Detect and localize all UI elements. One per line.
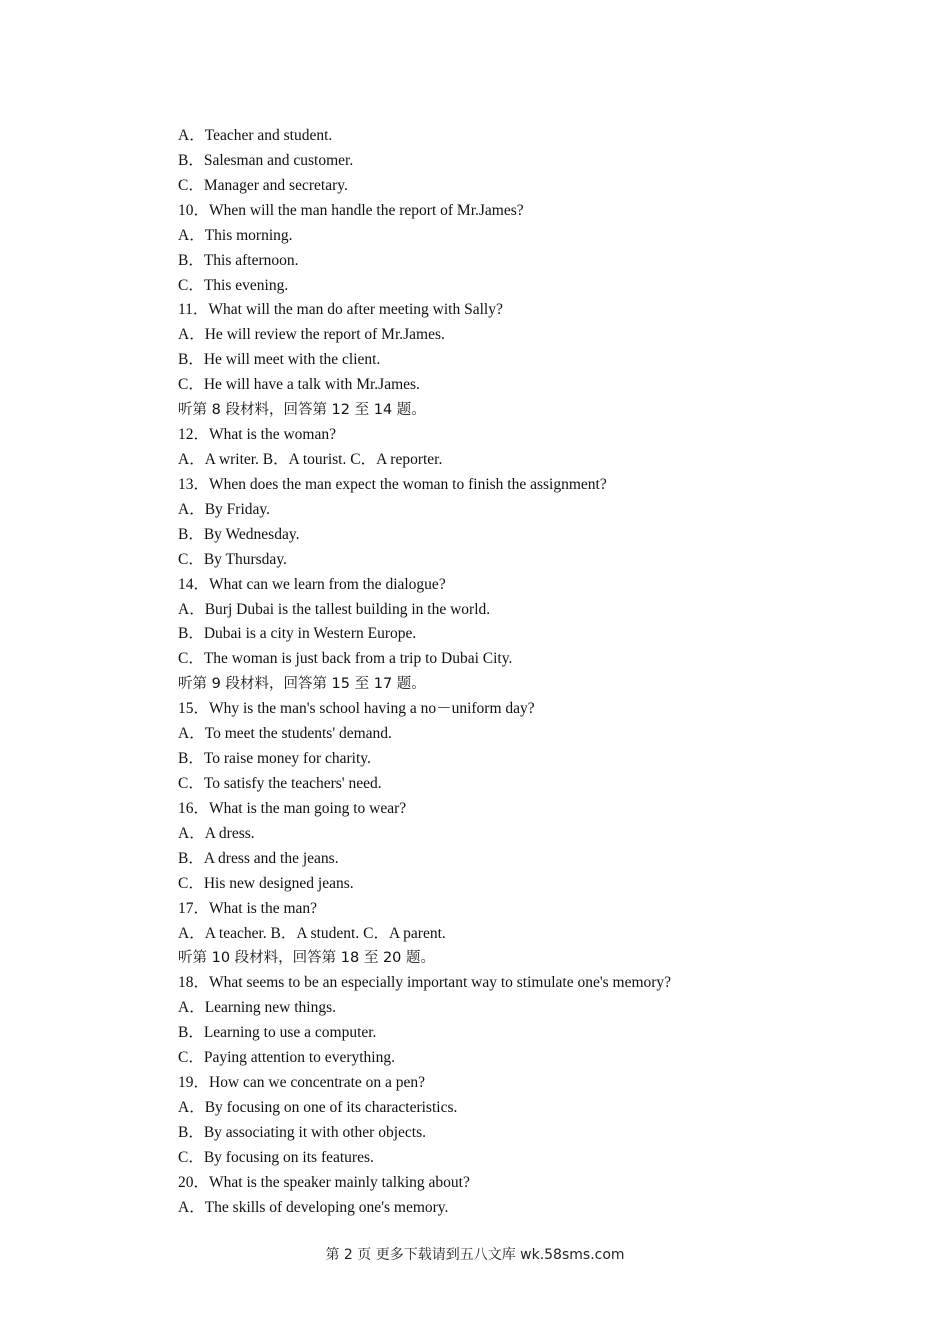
question-text: 17．What is the man?: [178, 899, 318, 917]
question-text: 10．When will the man handle the report of Mr.James?: [178, 201, 524, 219]
answer-option: C．His new designed jeans.: [178, 874, 354, 892]
section-heading: 听第 10 段材料，回答第 18 至 20 题。: [178, 950, 436, 967]
question-text: 20．What is the speaker mainly talking about?: [178, 1173, 470, 1191]
answer-option: B．By Wednesday.: [178, 525, 300, 543]
question-text: 11．What will the man do after meeting with Sally?: [178, 301, 503, 319]
answer-option: A．This morning.: [178, 226, 293, 244]
answer-option: A．By focusing on one of its characteristics.: [178, 1098, 458, 1116]
answer-option: B．To raise money for charity.: [178, 750, 371, 768]
answer-option: C．Paying attention to everything.: [178, 1049, 395, 1067]
answer-option: C．The woman is just back from a trip to Dubai City.: [178, 650, 513, 668]
question-text: 19．How can we concentrate on a pen?: [178, 1074, 426, 1092]
answer-option: C．By focusing on its features.: [178, 1148, 374, 1166]
answer-option: A．A dress.: [178, 824, 255, 842]
question-text: 14．What can we learn from the dialogue?: [178, 575, 446, 593]
answer-option: A．A writer. B．A tourist. C．A reporter.: [178, 450, 443, 468]
answer-option: C．Manager and secretary.: [178, 176, 348, 194]
page-footer: 第 2 页 更多下载请到五八文库 wk.58sms.com: [325, 1247, 625, 1263]
answer-option: A．A teacher. B．A student. C．A parent.: [178, 924, 446, 942]
answer-option: A．Burj Dubai is the tallest building in the world.: [178, 600, 491, 618]
answer-option: B．By associating it with other objects.: [178, 1123, 426, 1141]
answer-option: C．He will have a talk with Mr.James.: [178, 376, 420, 394]
answer-option: A．Learning new things.: [178, 999, 336, 1017]
answer-option: A．To meet the students' demand.: [178, 725, 392, 743]
answer-option: C．By Thursday.: [178, 550, 287, 568]
answer-option: B．He will meet with the client.: [178, 351, 381, 369]
answer-option: B．Dubai is a city in Western Europe.: [178, 625, 417, 643]
answer-option: B．This afternoon.: [178, 251, 299, 269]
section-heading: 听第 8 段材料，回答第 12 至 14 题。: [178, 402, 426, 419]
answer-option: B．Salesman and customer.: [178, 151, 354, 169]
page-content: [178, 124, 878, 1221]
question-text: 16．What is the man going to wear?: [178, 799, 407, 817]
answer-option: A．By Friday.: [178, 500, 270, 518]
answer-option: B．Learning to use a computer.: [178, 1024, 377, 1042]
answer-option: B．A dress and the jeans.: [178, 849, 339, 867]
answer-option: A．Teacher and student.: [178, 127, 333, 144]
question-text: 13．When does the man expect the woman to finish the assignment?: [178, 475, 607, 493]
answer-option: C．To satisfy the teachers' need.: [178, 774, 382, 792]
answer-option: A．He will review the report of Mr.James.: [178, 326, 445, 344]
answer-option: C．This evening.: [178, 276, 289, 294]
question-text: 12．What is the woman?: [178, 426, 336, 444]
answer-option: A．The skills of developing one's memory.: [178, 1198, 449, 1216]
question-text: 18．What seems to be an especially important way to stimulate one's memory?: [178, 974, 672, 992]
section-heading: 听第 9 段材料，回答第 15 至 17 题。: [178, 676, 426, 693]
question-text: 15．Why is the man's school having a no－uniform day?: [178, 700, 535, 718]
